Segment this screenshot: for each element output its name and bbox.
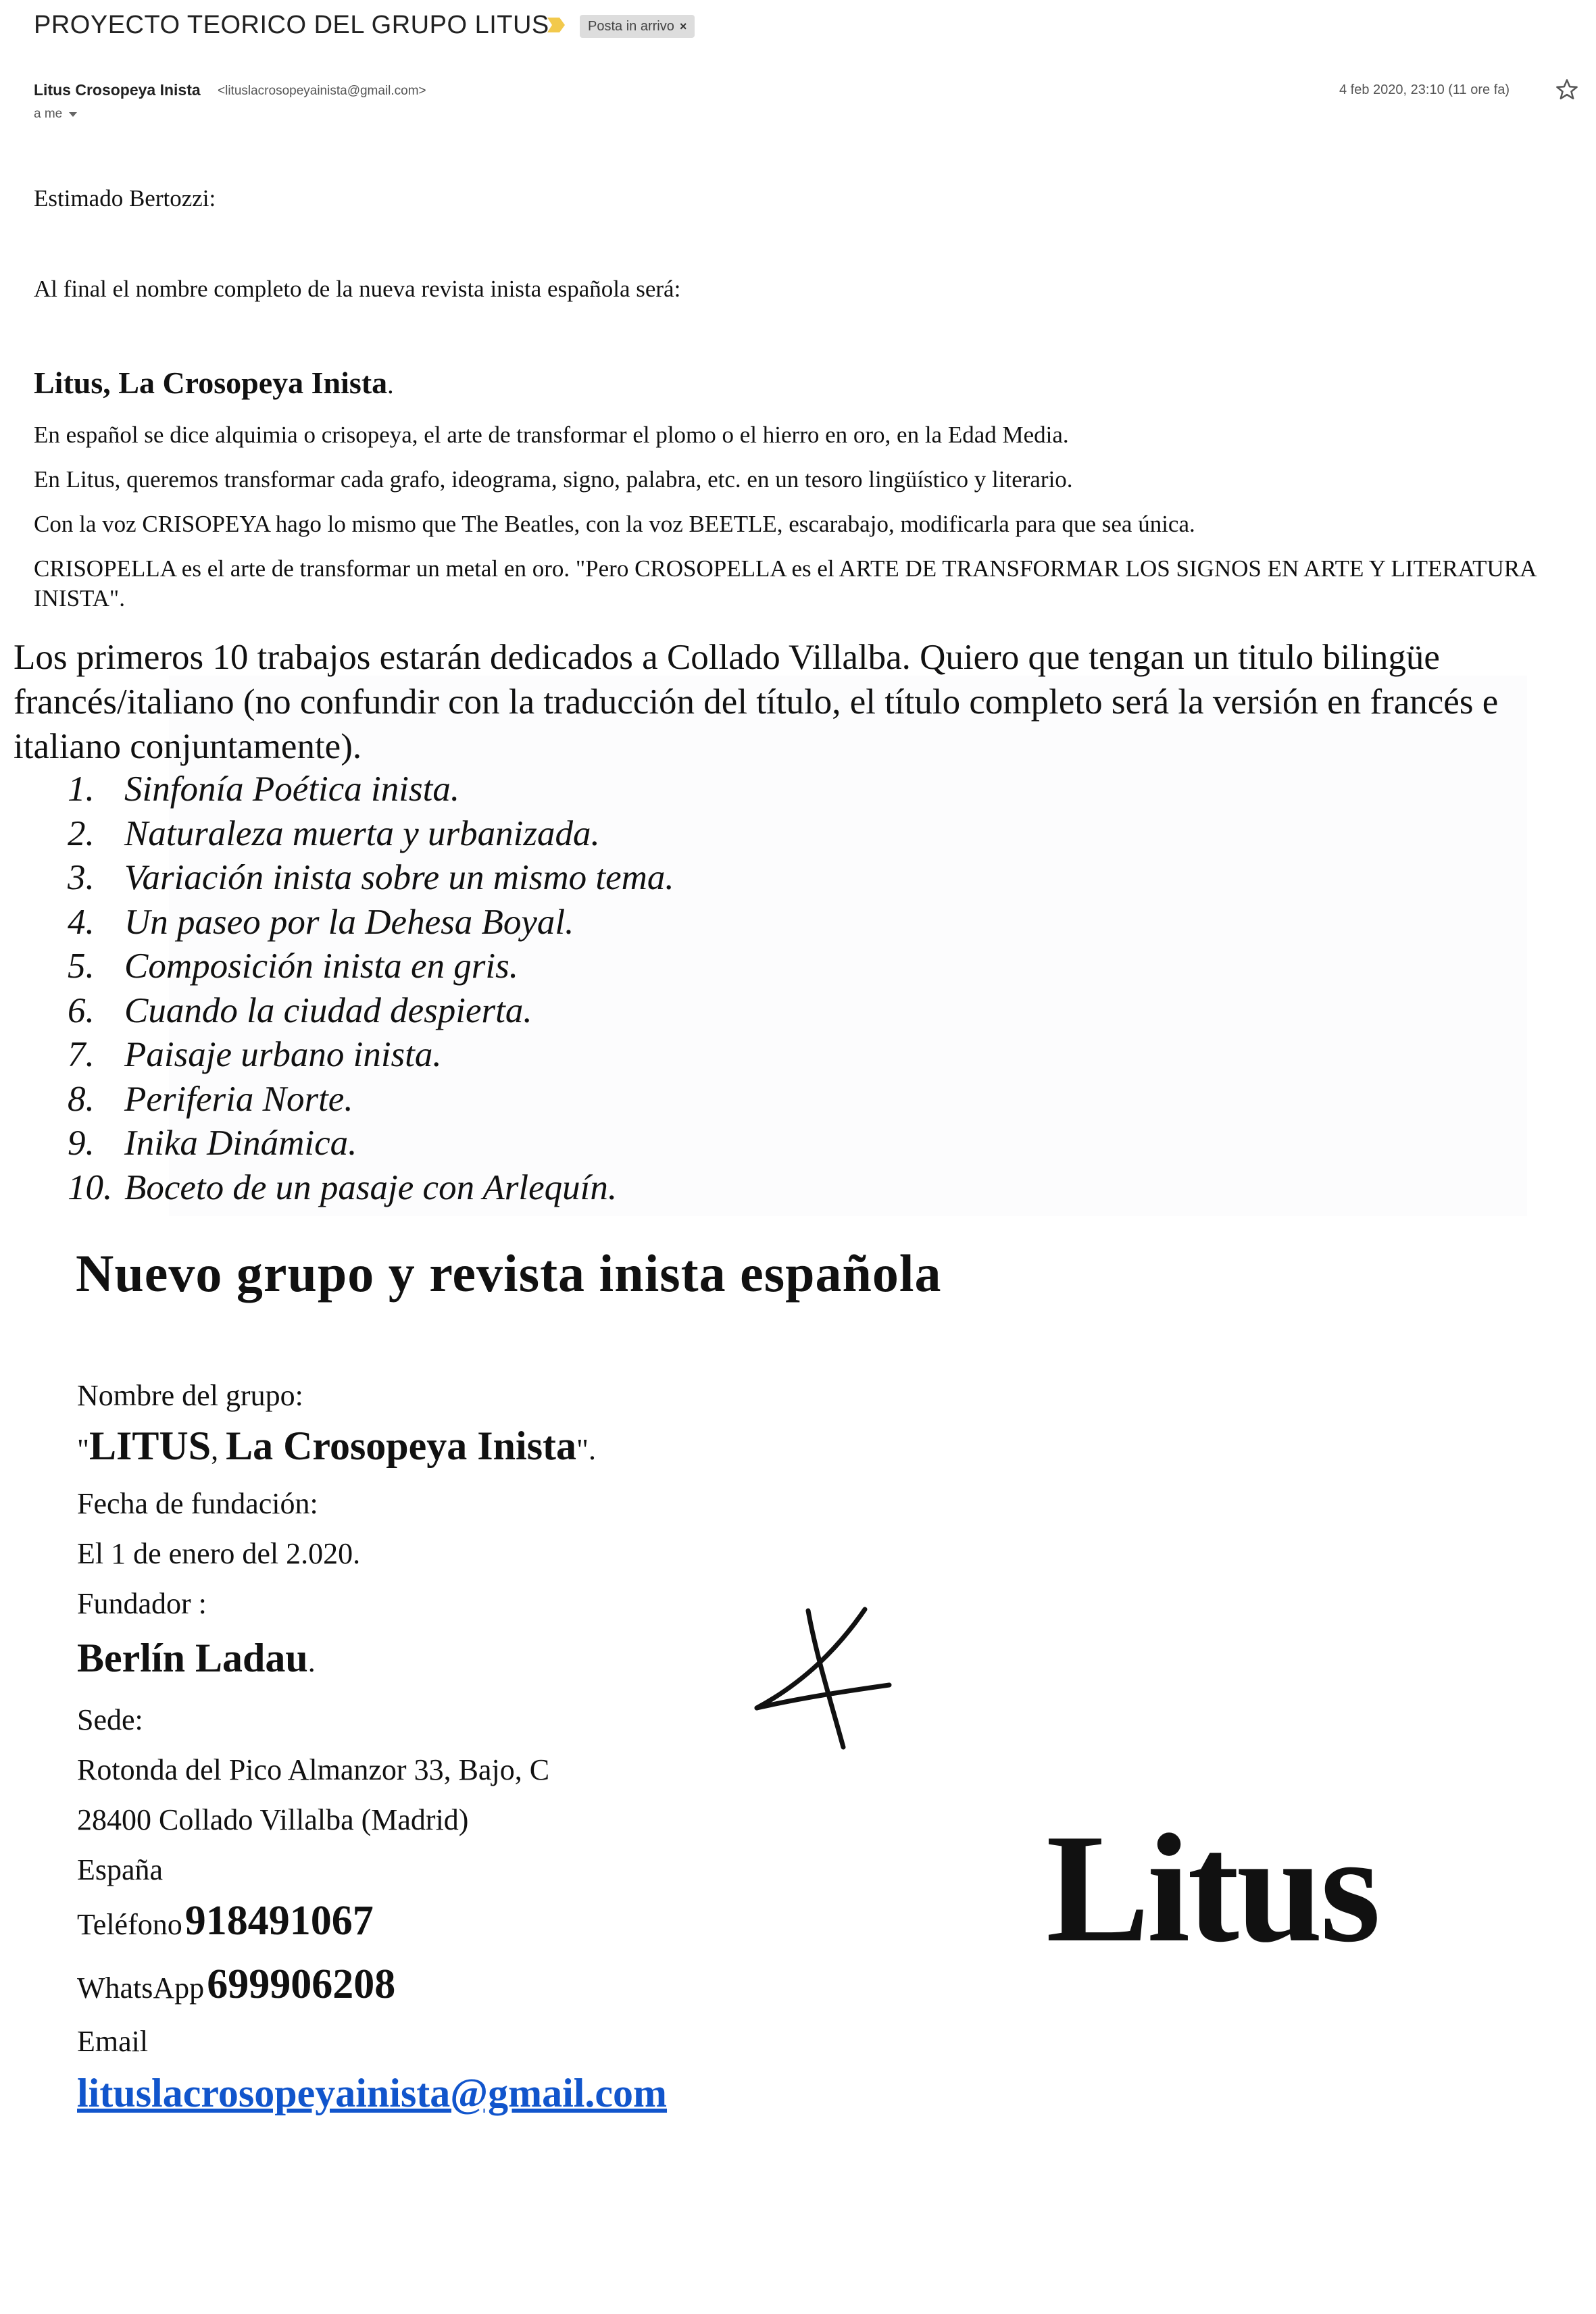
whatsapp-value: 699906208 [207, 1961, 396, 2007]
work-number: 4. [68, 902, 95, 942]
paragraph-transform: En Litus, queremos transformar cada grafo, ideograma, signo, palabra, etc. en un tesoro lingüístico y literario. [34, 466, 1073, 493]
paragraph-beatles: Con la voz CRISOPEYA hago lo mismo que The Beatles, con la voz BEETLE, escarabajo, modificarla para que sea única. [34, 511, 1195, 537]
group-name-label: Nombre del grupo: [77, 1379, 303, 1412]
work-item [68, 945, 674, 989]
work-item [68, 812, 674, 857]
address-line-1: Rotonda del Pico Almanzor 33, Bajo, C [77, 1753, 550, 1786]
sender-email: <lituslacrosopeyainista@gmail.com> [218, 84, 426, 98]
founded-label: Fecha de fundación: [77, 1487, 318, 1520]
work-title: Periferia Norte. [124, 1079, 353, 1119]
intro-text: Al final el nombre completo de la nueva revista inista española será: [34, 276, 681, 302]
work-title: Naturaleza muerta y urbanizada. [124, 813, 600, 853]
work-item [68, 989, 674, 1034]
address-line-3: España [77, 1853, 164, 1886]
group-name-separator: , [211, 1433, 226, 1466]
work-number: 7. [68, 1035, 95, 1074]
group-name [77, 1423, 596, 1469]
whatsapp-row [77, 1961, 395, 2009]
magazine-name [34, 365, 394, 401]
important-marker-icon[interactable] [546, 16, 566, 34]
work-title: Paisaje urbano inista. [124, 1035, 442, 1074]
group-name-part-a: LITUS [89, 1424, 211, 1468]
work-item [68, 768, 674, 812]
work-title: Sinfonía Poética inista. [124, 770, 460, 809]
work-number: 5. [68, 947, 95, 986]
remove-label-icon[interactable]: × [679, 19, 687, 33]
paragraph-crosopella: CRISOPELLA es el arte de transformar un metal en oro. "Pero CROSOPELLA es el ARTE DE TRANSFORMAR LOS SIGNOS EN ARTE Y LITERATURA INISTA". [34, 555, 1536, 611]
work-item [68, 1122, 674, 1166]
work-number: 8. [68, 1079, 95, 1119]
email-link[interactable]: lituslacrosopeyainista@gmail.com [77, 2071, 668, 2115]
group-name-part-b: La Crosopeya Inista [226, 1424, 577, 1468]
email-date: 4 feb 2020, 23:10 (11 ore fa) [1339, 82, 1510, 97]
litus-logo: Litus [1046, 1802, 1378, 1974]
chevron-down-icon[interactable] [69, 112, 77, 117]
inbox-label-chip[interactable] [580, 15, 695, 38]
founder-value [77, 1635, 316, 1682]
work-title: Cuando la ciudad despierta. [124, 990, 532, 1030]
founder-name: Berlín Ladau [77, 1636, 308, 1680]
work-item [68, 856, 674, 901]
recipient-text: a me [34, 107, 63, 121]
work-number: 6. [68, 990, 95, 1030]
works-list [68, 768, 674, 1210]
whatsapp-label: WhatsApp [77, 1971, 205, 2005]
phone-row [77, 1897, 374, 1945]
works-intro: Los primeros 10 trabajos estarán dedicados a Collado Villalba. Quiero que tengan un titulo bilingüe francés/italiano (no confundir con la traducción del título, el título completo será la versión en francés e italiano conjuntamente). [14, 638, 1499, 766]
work-number: 10. [68, 1167, 113, 1207]
work-number: 1. [68, 770, 95, 809]
paragraph-alchemy: En español se dice alquimia o crisopeya, el arte de transformar el plomo o el hierro en oro, en la Edad Media. [34, 422, 1069, 448]
work-item [68, 901, 674, 945]
star-icon[interactable] [1554, 77, 1580, 103]
email-subject: PROYECTO TEORICO DEL GRUPO LITUS [34, 11, 549, 39]
address-line-2: 28400 Collado Villalba (Madrid) [77, 1803, 469, 1836]
work-title: Composición inista en gris. [124, 947, 519, 986]
work-number: 3. [68, 858, 95, 897]
section-heading: Nuevo grupo y revista inista española [76, 1244, 942, 1303]
sender-name: Litus Crosopeya Inista [34, 81, 201, 99]
phone-label: Teléfono [77, 1908, 182, 1941]
signature-glyph-icon [743, 1594, 905, 1757]
magazine-name-text: Litus, La Crosopeya Inista [34, 366, 388, 400]
work-item [68, 1033, 674, 1078]
work-item [68, 1166, 674, 1211]
magazine-name-period: . [387, 371, 394, 399]
email-label: Email [77, 2025, 149, 2058]
greeting: Estimado Bertozzi: [34, 185, 216, 211]
work-number: 9. [68, 1124, 95, 1163]
work-number: 2. [68, 813, 95, 853]
inbox-label-text: Posta in arrivo [588, 18, 674, 34]
work-item [68, 1078, 674, 1122]
group-name-quote-close: ". [576, 1433, 596, 1466]
founder-period: . [307, 1645, 316, 1678]
founded-value: El 1 de enero del 2.020. [77, 1537, 361, 1570]
work-title: Inika Dinámica. [124, 1124, 357, 1163]
work-title: Un paseo por la Dehesa Boyal. [124, 902, 574, 942]
group-name-quote-open: " [77, 1433, 89, 1466]
phone-value: 918491067 [184, 1898, 374, 1944]
founder-label: Fundador : [77, 1587, 207, 1620]
seat-label: Sede: [77, 1703, 143, 1736]
work-title: Boceto de un pasaje con Arlequín. [124, 1167, 618, 1207]
work-title: Variación inista sobre un mismo tema. [124, 858, 674, 897]
recipient-details-toggle[interactable] [34, 107, 77, 122]
